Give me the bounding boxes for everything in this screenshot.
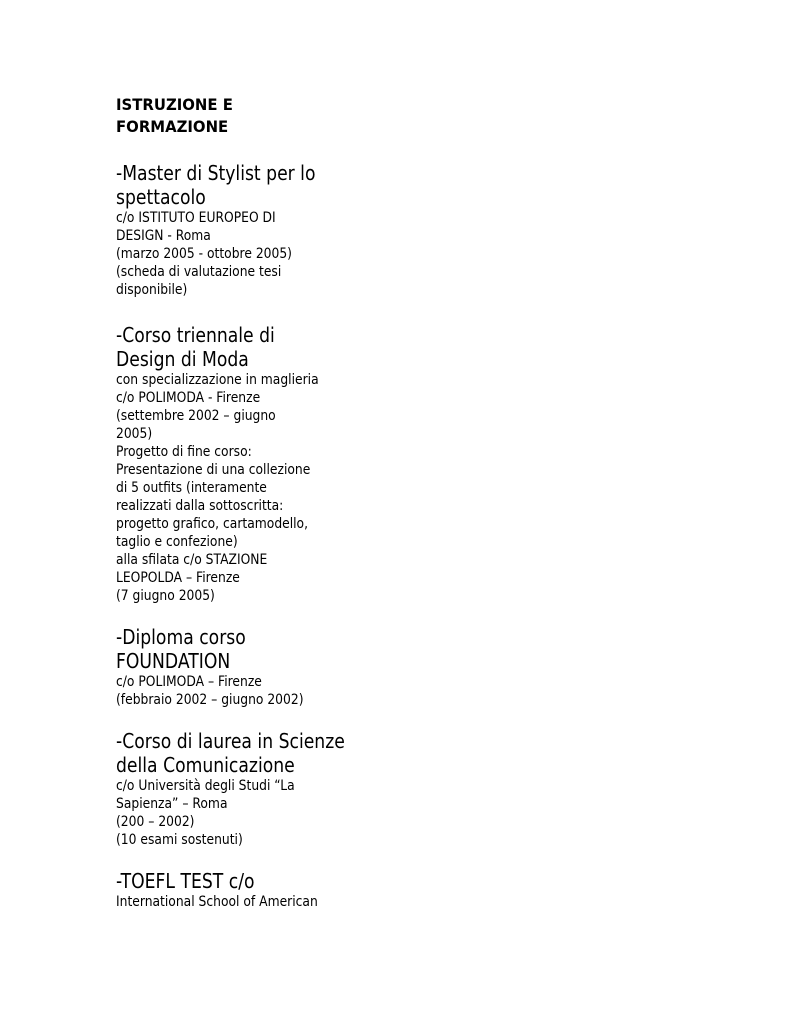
entry-detail-line: Progetto di fine corso: bbox=[116, 444, 252, 460]
entry-heading-line: -Diploma corso bbox=[116, 625, 246, 649]
entry-detail-line: (settembre 2002 – giugno bbox=[116, 408, 276, 424]
education-entry-foundation bbox=[116, 625, 496, 709]
entry-heading-line: -Master di Stylist per lo bbox=[116, 161, 316, 185]
education-entry-laurea bbox=[116, 729, 496, 849]
entry-heading-line: FOUNDATION bbox=[116, 649, 231, 673]
entry-heading-line: -Corso di laurea in Scienze bbox=[116, 729, 345, 753]
education-entry-master bbox=[116, 161, 496, 299]
entry-detail-line: International School of American bbox=[116, 894, 318, 910]
entry-detail-line: c/o ISTITUTO EUROPEO DI bbox=[116, 210, 276, 226]
entry-detail-line: (200 – 2002) bbox=[116, 814, 195, 830]
entry-detail-line: (10 esami sostenuti) bbox=[116, 832, 243, 848]
entry-detail-line: DESIGN - Roma bbox=[116, 228, 211, 244]
section-title-line: FORMAZIONE bbox=[116, 117, 229, 136]
entry-heading-line: Design di Moda bbox=[116, 347, 249, 371]
entry-detail-line: progetto grafico, cartamodello, bbox=[116, 516, 309, 532]
entry-detail-line: c/o Università degli Studi “La bbox=[116, 778, 295, 794]
entry-heading-line: -TOEFL TEST c/o bbox=[116, 869, 255, 893]
document-page bbox=[116, 94, 496, 911]
entry-heading-line: spettacolo bbox=[116, 185, 206, 209]
section-title-line: ISTRUZIONE E bbox=[116, 95, 233, 114]
section-title bbox=[116, 94, 496, 138]
entry-detail-line: LEOPOLDA – Firenze bbox=[116, 570, 240, 586]
entry-heading-line: della Comunicazione bbox=[116, 753, 295, 777]
entry-detail-line: (7 giugno 2005) bbox=[116, 588, 215, 604]
entry-detail-line: con specializzazione in maglieria bbox=[116, 372, 319, 388]
entry-heading-line: -Corso triennale di bbox=[116, 323, 275, 347]
entry-detail-line: di 5 outfits (interamente bbox=[116, 480, 267, 496]
entry-detail-line: c/o POLIMODA – Firenze bbox=[116, 674, 262, 690]
entry-detail-line: (scheda di valutazione tesi bbox=[116, 264, 282, 280]
entry-detail-line: alla sfilata c/o STAZIONE bbox=[116, 552, 268, 568]
entry-detail-line: 2005) bbox=[116, 426, 153, 442]
entry-detail-line: c/o POLIMODA - Firenze bbox=[116, 390, 261, 406]
entry-detail-line: (marzo 2005 - ottobre 2005) bbox=[116, 246, 292, 262]
education-entry-corso-triennale bbox=[116, 323, 496, 605]
education-entry-toefl bbox=[116, 869, 496, 911]
entry-detail-line: (febbraio 2002 – giugno 2002) bbox=[116, 692, 304, 708]
entry-detail-line: realizzati dalla sottoscritta: bbox=[116, 498, 284, 514]
entry-detail-line: Presentazione di una collezione bbox=[116, 462, 311, 478]
entry-detail-line: Sapienza” – Roma bbox=[116, 796, 228, 812]
entry-detail-line: disponibile) bbox=[116, 282, 188, 298]
entry-detail-line: taglio e confezione) bbox=[116, 534, 238, 550]
